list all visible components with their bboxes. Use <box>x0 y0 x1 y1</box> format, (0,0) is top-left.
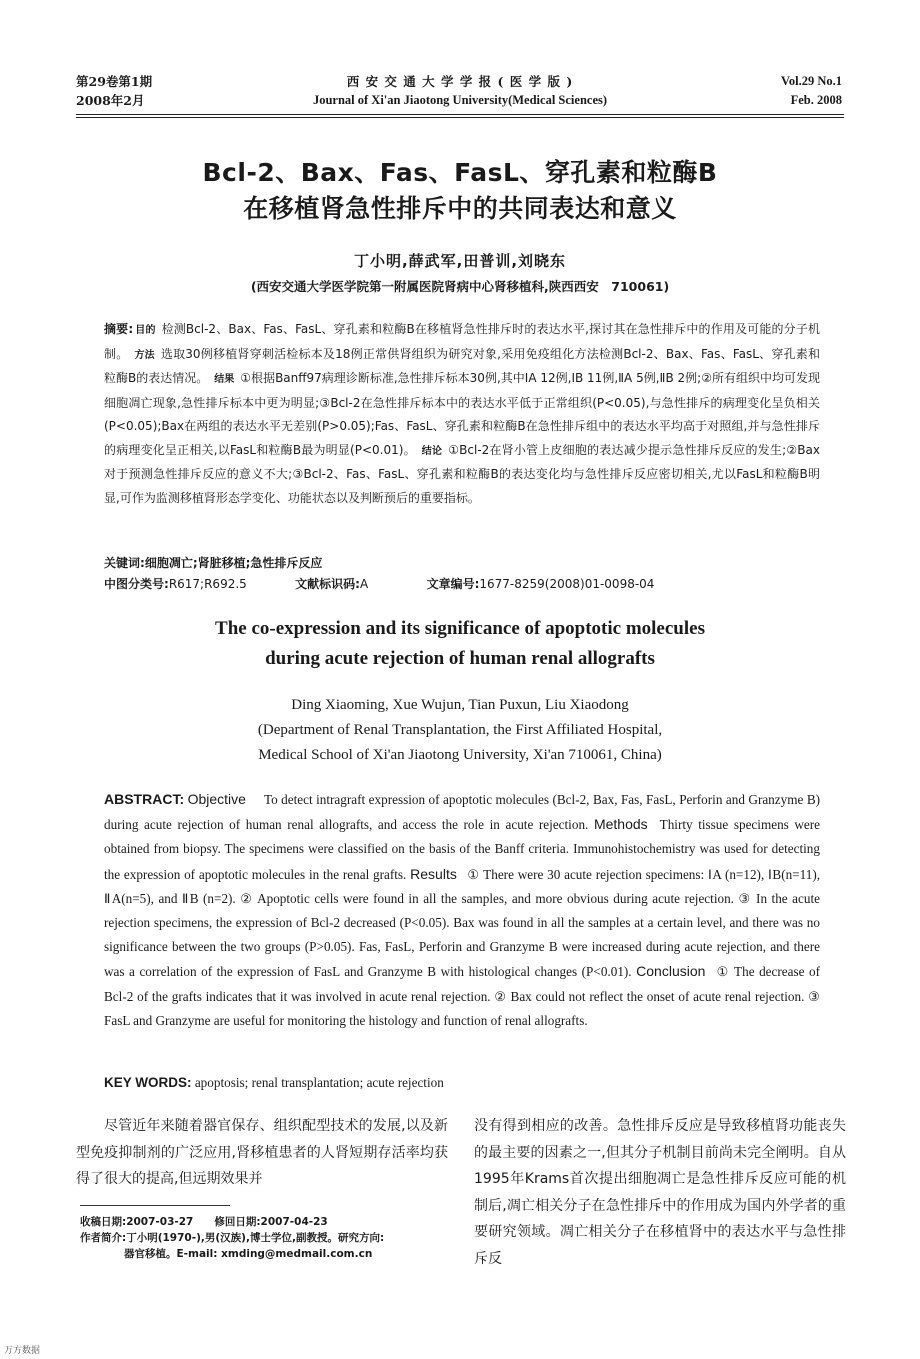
clc-value: R617;R692.5 <box>168 577 247 591</box>
title-en-line1: The co-expression and its significance of apoptotic molecules <box>215 618 705 639</box>
body-column-1: 尽管近年来随着器官保存、组织配型技术的发展,以及新型免疫抑制剂的广泛应用,肾移植患者的人肾短期存活率均获得了很大的提高,但远期效果并 <box>76 1118 448 1187</box>
methods-en: Thirty tissue specimens were obtained from biopsy. The specimens were classified on the basis of the Banff criteria. Immunohistochemistry was used for detecting the expression of apoptotic molecules in the renal grafts. <box>104 817 821 882</box>
keywords-cn-value: 细胞凋亡;肾脏移植;急性排斥反应 <box>144 556 323 570</box>
journal-name-cn: 西 安 交 通 大 学 学 报 ( 医 学 版 ) <box>346 74 574 89</box>
objective-en: To detect intragraft expression of apoptotic molecules (Bcl-2, Bax, Fas, FasL, Perforin and Granzyme B) during acute rejection of human renal allografts, and access the role in acute rejection. <box>104 792 821 833</box>
keywords-cn: 关键词:细胞凋亡;肾脏移植;急性排斥反应 <box>104 556 323 570</box>
methods-cn-label: 方法 <box>134 349 155 361</box>
header-rule <box>76 114 844 115</box>
objective-cn-label: 目的 <box>135 325 156 336</box>
abstract-en <box>104 787 820 1033</box>
footnote <box>80 1214 460 1262</box>
date-en: Feb. 2008 <box>790 93 842 107</box>
objective-en-label: Objective <box>187 791 246 807</box>
date-cn: 2008年2月 <box>76 93 145 108</box>
doc-value: A <box>359 577 369 591</box>
conclusion-cn-label: 结论 <box>421 445 443 457</box>
results-cn-label: 结果 <box>214 374 235 385</box>
article-value: 1677-8259(2008)01-0098-04 <box>479 577 655 591</box>
classification <box>104 575 820 592</box>
watermark: 万方数据 <box>4 1346 41 1356</box>
methods-en-label: Methods <box>593 816 648 833</box>
title-cn-line1: Bcl-2、Bax、Fas、FasL、穿孔素和粒酶B <box>202 158 718 187</box>
footnote-rule <box>80 1205 230 1206</box>
abstract-cn-label: 摘要: <box>104 322 134 336</box>
results-en-label: Results <box>410 865 457 882</box>
journal-name-en: Journal of Xi'an Jiaotong University(Medical Sciences) <box>312 93 608 107</box>
footnote-author-2: 器官移植。E-mail: xmding@medmail.com.cn <box>124 1248 373 1260</box>
doc-label: 文献标识码: <box>295 577 360 591</box>
affiliation-cn: (西安交通大学医学院第一附属医院肾病中心肾移植科,陕西西安 710061) <box>250 279 670 294</box>
volume-issue-cn: 第29卷第1期 2008年2月 <box>76 74 153 108</box>
title-en-line2: during acute rejection of human renal allografts <box>265 648 655 669</box>
clc-label: 中图分类号: <box>104 577 169 591</box>
conclusion-en-label: Conclusion <box>636 963 706 980</box>
body-column-2: 没有得到相应的改善。急性排斥反应是导致移植肾功能丧失的最主要的因素之一,但其分子机制目前尚未完全阐明。自从1995年Krams首次提出细胞凋亡是急性排斥反应可能的机制后,凋亡相关分子在急性排斥中的作用成为国内外学者的重要研究领域。凋亡相关分子在移植肾中的表达水平与急性排斥反 <box>474 1118 846 1267</box>
conclusion-cn: ①Bcl-2在肾小管上皮细胞的表达减少提示急性排斥反应的发生;②Bax对于预测急性排斥反应的意义不大;③Bcl-2、Fas、FasL、穿孔素和粒酶B的表达变化均与急性排斥反应密切相关,尤以FasL和粒酶B明显,可作为监测移植肾形态学变化、功能状态以及判断预后的重要指标。 <box>104 442 820 505</box>
results-cn: ①根据Banff97病理诊断标准,急性排斥标本30例,其中ⅠA 12例,ⅠB 11例,ⅡA 5例,ⅡB 2例;②所有组织中均可发现细胞凋亡现象,急性排斥标本中更为明显;③Bcl-2在急性排斥标本中的表达水平低于正常组织(P<0.05),与急性排斥的病理变化呈负相关(P<0.05);Bax在两组的表达水平无差别(P>0.05);Fas、FasL、穿孔素和粒酶B在急性排斥组中的表达水平均高于对照组,并与急性排斥的病理变化呈正相关,以FasL和粒酶B最为明显(P<0.01)。 <box>104 371 820 457</box>
header-rule-thin <box>76 117 844 118</box>
footnote-received: 收稿日期:2007-03-27 修回日期:2007-04-23 <box>80 1216 328 1228</box>
affiliation-en-line1: (Department of Renal Transplantation, the First Affiliated Hospital, <box>257 722 663 738</box>
abstract-en-label: ABSTRACT: <box>104 791 185 807</box>
title-cn-line2: 在移植肾急性排斥中的共同表达和意义 <box>243 194 677 223</box>
keywords-en: KEY WORDS: apoptosis; renal transplantation; acute rejection <box>104 1075 444 1090</box>
methods-cn: 选取30例移植肾穿刺活检标本及18例正常供肾组织为研究对象,采用免疫组化方法检测Bcl-2、Bax、Fas、FasL、穿孔素和粒酶B的表达情况。 <box>104 346 820 385</box>
authors-en: Ding Xiaoming, Xue Wujun, Tian Puxun, Liu Xiaodong <box>291 697 629 713</box>
footnote-author: 作者简介:丁小明(1970-),男(汉族),博士学位,副教授。研究方向: <box>80 1232 385 1244</box>
article-label: 文章编号: <box>426 577 480 591</box>
volume-issue-en: Vol.29 No.1 Feb. 2008 <box>781 72 842 110</box>
keywords-en-value: apoptosis; renal transplantation; acute rejection <box>194 1075 444 1090</box>
authors-cn: 丁小明,薛武军,田普训,刘晓东 <box>353 252 567 270</box>
objective-cn: 检测Bcl-2、Bax、Fas、FasL、穿孔素和粒酶B在移植肾急性排斥时的表达水平,探讨其在急性排斥中的作用及可能的分子机制。 <box>104 322 820 361</box>
results-en: ① There were 30 acute rejection specimens: ⅠA (n=12), ⅠB(n=11), ⅡA(n=5), and ⅡB (n=2). ② Apoptotic cells were found in all the samples, and more obvious during acute rejection. ③ In the acute rejection specimens, the expression of Bcl-2 decreased (P<0.05). Bax was found in all the samples at a certain level, and there was no significance between the two groups (P>0.05). Fas, FasL, Perforin and Granzyme B were increased during acute rejection, and there was a correlation of the expression of FasL and Granzyme B with histological changes (P<0.01). <box>104 866 821 980</box>
affiliation-en-line2: Medical School of Xi'an Jiaotong University, Xi'an 710061, China) <box>258 747 662 763</box>
abstract-cn <box>104 318 820 510</box>
conclusion-en: ① The decrease of Bcl-2 of the grafts indicates that it was involved in acute renal rejection. ② Bax could not reflect the onset of acute renal rejection. ③ FasL and Granzyme are useful for monitoring the histology and function of renal allografts. <box>104 964 821 1028</box>
